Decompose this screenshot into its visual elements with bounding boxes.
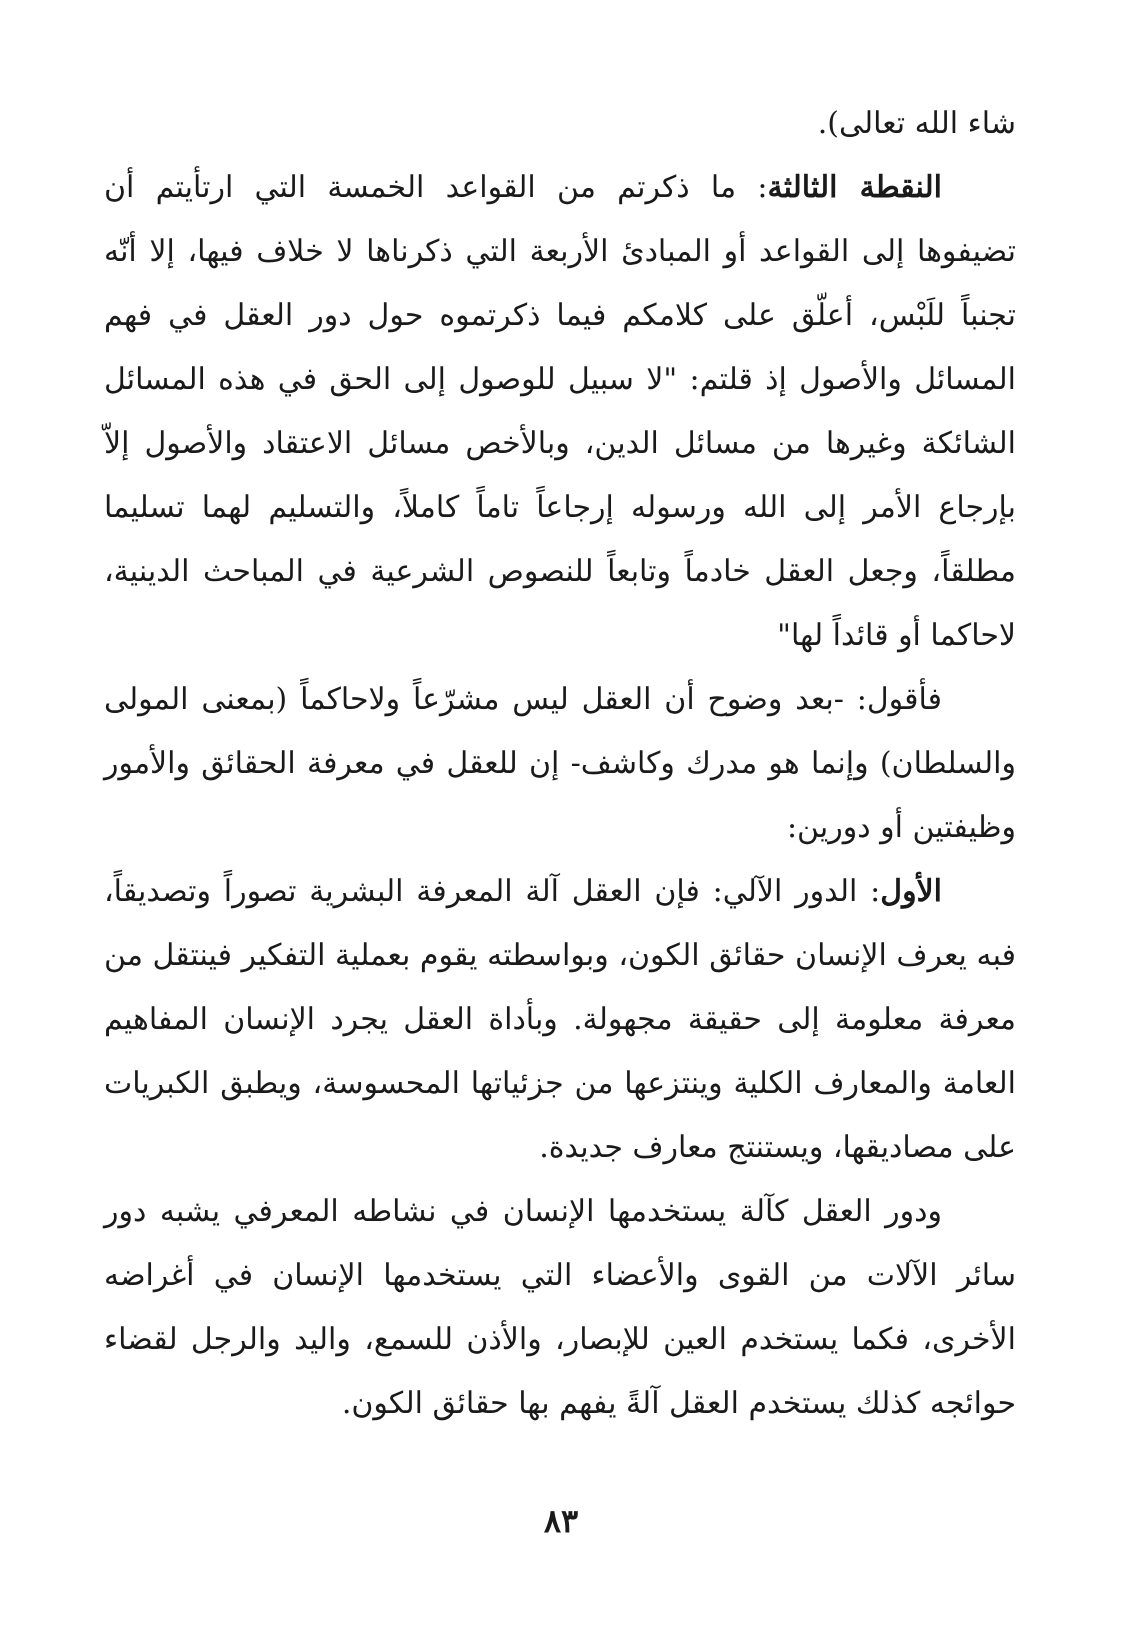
paragraph-third-point <box>104 156 1016 668</box>
paragraph-text: : الدور الآلي: فإن العقل آلة المعرفة البشرية تصوراً وتصديقاً، فبه يعرف الإنسان حقائق الكون، وبواسطته يقوم بعملية التفكير فينتقل من معرفة معلومة إلى حقيقة مجهولة. وبأداة العقل يجرد الإنسان المفاهيم العامة والمعارف الكلية وينتزعها من جزئياتها المحسوسة، ويطبق الكبريات على مصاديقها، ويستنتج معارف جديدة. <box>104 874 1016 1165</box>
paragraph-heading: النقطة الثالثة <box>767 170 943 205</box>
paragraph-continuation <box>104 92 1016 156</box>
paragraph-text: فأقول: -بعد وضوح أن العقل ليس مشرّعاً ولاحاكماً (بمعنى المولى والسلطان) وإنما هو مدرك وكاشف- إن للعقل في معرفة الحقائق والأمور وظيفتين أو دورين: <box>104 682 1016 845</box>
paragraph-heading: الأول <box>880 874 942 909</box>
paragraph-text: ودور العقل كآلة يستخدمها الإنسان في نشاطه المعرفي يشبه دور سائر الآلات من القوى والأعضاء التي يستخدمها الإنسان في أغراضه الأخرى، فكما يستخدم العين للإبصار، والأذن للسمع، واليد والرجل لقضاء حوائجه كذلك يستخدم العقل آلةً يفهم بها حقائق الكون. <box>104 1194 1016 1421</box>
page-body <box>104 92 1016 1436</box>
paragraph-text: : ما ذكرتم من القواعد الخمسة التي ارتأيتم أن تضيفوها إلى القواعد أو المبادئ الأربعة التي ذكرناها لا خلاف فيها، إلا أنّه تجنباً للَبْس، أعلّق على كلامكم فيما ذكرتموه حول دور العقل في فهم المسائل والأصول إذ قلتم: "لا سبيل للوصول إلى الحق في هذه المسائل الشائكة وغيرها من مسائل الدين، وبالأخص مسائل الاعتقاد والأصول إلاّ بإرجاع الأمر إلى الله ورسوله إرجاعاً تاماً كاملاً، والتسليم لهما تسليما مطلقاً، وجعل العقل خادماً وتابعاً للنصوص الشرعية في المباحث الدينية، لاحاكما أو قائداً لها" <box>104 170 1016 653</box>
paragraph-tool-analogy <box>104 1180 1016 1436</box>
page-number: ٨٣ <box>543 1502 579 1540</box>
paragraph-text: شاء الله تعالى). <box>817 106 1016 141</box>
paragraph-reply <box>104 668 1016 860</box>
paragraph-first-role <box>104 860 1016 1180</box>
